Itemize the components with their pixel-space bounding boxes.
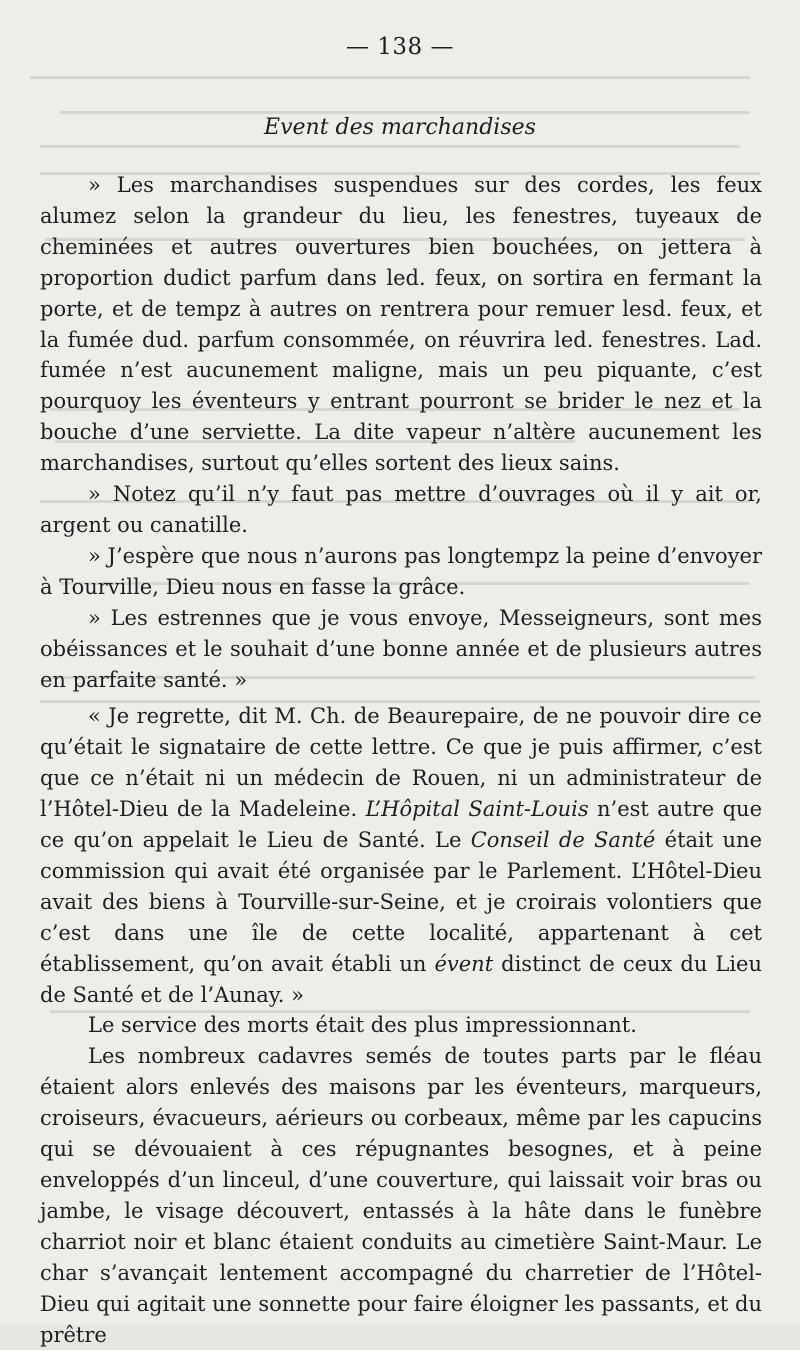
body-text xyxy=(40,170,762,1350)
conseil-de-sante: Conseil de Santé xyxy=(470,828,656,853)
paragraph-note-gold: » Notez qu’il n’y faut pas mettre d’ouvrages où il y ait or, argent ou canatille. xyxy=(40,482,762,537)
paragraph-beaurepaire-part-2: n’est autre que ce qu’on appelait le Lieu de Santé. Le xyxy=(40,797,762,853)
paragraph-service-des-morts: Le service des morts était des plus impressionnant. xyxy=(88,1013,637,1038)
paragraph-cadavres: Les nombreux cadavres semés de toutes parts par le fléau étaient alors enlevés des maisons par les éventeurs, marqueurs, croiseurs, évacueurs, aérieurs ou corbeaux, même par les capucins qui se dévouaient à ces répugnantes besognes, et à peine enveloppés d’un linceul, d’une couverture, qui laissait voir bras ou jambe, le visage découvert, entassés à la hâte dans le funèbre charriot noir et blanc étaient conduits au cimetière Saint-Maur. Le char s’avançait lentement accompagné du charretier de l’Hôtel-Dieu qui agitait une sonnette pour faire éloigner les passants, et du prêtre xyxy=(40,1044,762,1347)
paragraph-beaurepaire-part-1: « Je regrette, dit M. Ch. de Beaurepaire, de ne pouvoir dire ce qu’était le signataire de cette lettre. Ce que je puis affirmer, c’est que ce n’était ni un médecin de Rouen, ni un administrateur de l’Hôtel-Dieu de la Madeleine. xyxy=(40,704,762,822)
section-title: Event des marchandises xyxy=(264,115,536,140)
paragraph-tourville: » J’espère que nous n’aurons pas longtempz la peine d’envoyer à Tourville, Dieu nous en fasse la grâce. xyxy=(40,543,762,599)
paragraph-beaurepaire-part-4: distinct de ceux du Lieu de Santé et de l’Aunay. » xyxy=(40,951,762,1007)
page-number: — 138 — xyxy=(345,34,455,60)
event-term: évent xyxy=(434,951,494,976)
paragraph-new-year: » Les estrennes que je vous envoye, Messeigneurs, sont mes obéissances et le souhait d’une bonne année et de plusieurs autres en parfaite santé. » xyxy=(40,605,762,692)
paragraph-beaurepaire xyxy=(40,701,762,1010)
hopital-saint-louis: L’Hôpital Saint-Louis xyxy=(365,797,589,822)
paragraph-merchandise-procedure: » Les marchandises suspendues sur des cordes, les feux alumez selon la grandeur du lieu, les fenestres, tuyeaux de cheminées et autres ouvertures bien bouchées, on jettera à proportion dudict parfum dans led. feux, on sortira en fermant la porte, et de tempz à autres on rentrera pour remuer lesd. feux, et la fumée dud. parfum consommée, on réuvrira led. fenestres. Lad. fumée n’est aucunement maligne, mais un peu piquante, c’est pourquoy les éventeurs y entrant pourront se brider le nez et la bouche d’une serviette. La dite vapeur n’altère aucunement les marchandises, surtout qu’elles sortent des lieux sains. xyxy=(40,173,762,476)
paragraph-beaurepaire-part-3: était une commission qui avait été organisée par le Parlement. L’Hôtel-Dieu avait des biens à Tourville-sur-Seine, et je croirais volontiers que c’est dans une île de cette localité, appartenant à cet établissement, qu’on avait établi un xyxy=(40,828,762,976)
